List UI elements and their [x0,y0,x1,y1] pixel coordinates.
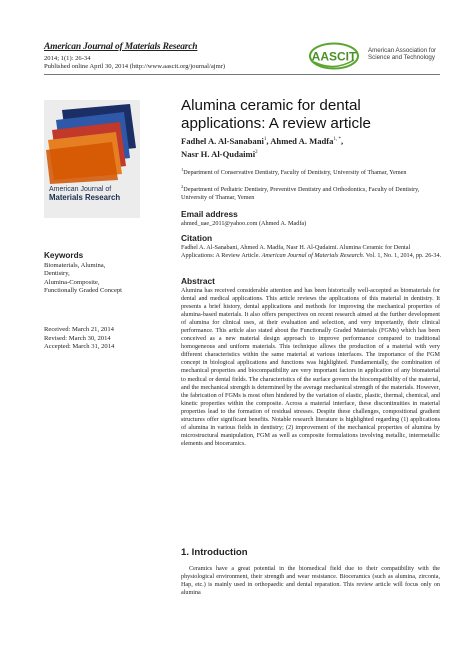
abstract-body: Alumina has received considerable attention and has been historically well-accepted as biomaterials for dental and medical applications. This article reviews the applications of this material in dentistry. It presents a brief history, dental applications and methods for improving the mechanical properties of alumina-based materials. It also offers perspectives on recent research aimed at the further development of alumina for clinical uses, at their evaluation and selection, and very importantly, their clinical performance. This article also stated about the Functionally Graded Materials (FGMs) which has been conceived as a new material design approach to improve performance compared to traditional homogeneous and uniform materials. This technique allows the production of a material with very different characteristics within the same material at various interfaces. The importance of the FGM concept in biological applications and functions was highlighted. Fundamentally, the combination of mechanical properties and biocompatibility are very important factors in application of any biomaterial to medical or dental fields. The characteristics of the surface govern the biocompatibility of the material, and the mechanical strength is determined by the average mechanical strength of the materials. However, the fabrication of FGMs is most often hindered by the variation of elastic, plastic, thermal, chemical, and kinetic properties within the composite. Across a material interface, these discontinuities in material properties lead to the formation of residual stresses. Despite these challenges, compositional gradient structures offer significant benefits. Notable research literature is highlighted regarding (1) applications of alumina in various fields in dentistry; (2) improvement of the mechanical properties of alumina by microstructural manipulation, FGM as well as composite formulations involving metallic, intermetallic elements and bioceramics. [181,288,440,447]
affiliation-1: $^1$Department of Conservative Dentistry, Faculty of Dentistry, University of Thamar, Yemen [181,167,407,177]
author-name: Nasr H. Al-Qudaimi [181,148,256,159]
volume-line: 2014; 1(1): 26-34 [44,55,91,62]
author-name: Ahmed A. Madfa [270,135,334,146]
keyword-item: Alumina-Composite, [44,278,100,286]
journal-name: American Journal of Materials Research [44,42,198,52]
introduction-heading: 1. Introduction [181,547,248,558]
citation-heading: Citation [181,233,213,243]
keywords-heading: Keywords [44,251,84,260]
revised-date: Revised: March 30, 2014 [44,334,111,342]
email-address[interactable]: ahmed_uae_2011@yahoo.com (Ahmed A. Madfa) [181,220,307,227]
article-dates [44,326,114,352]
header-rule [44,74,440,75]
email-heading: Email address [181,209,238,219]
affiliation-2: $^2$Department of Pediatric Dentistry, Preventive Dentistry and Orthodontics, Faculty of Dentistry, University of Thamar, Yemen [181,184,420,202]
received-date: Received: March 21, 2014 [44,326,114,333]
cover-title: American Journal of Materials Research [49,186,121,202]
keyword-item: Dentistry, [44,270,70,278]
published-line: Published online April 30, 2014 (http://www.aascit.org/journal/ajmr) [44,63,226,70]
article-title: Alumina ceramic for dental applications: A review article [181,97,371,132]
keyword-item: Functionally Graded Concept [44,286,123,294]
citation-text: Fadhel A. Al-Sanabani, Ahmed A. Madfa, Nasr H. Al-Qudaimi. Alumina Ceramic for Dental Applications: A Review Article. American Journal of Materials Research. Vol. 1, No. 1, 2014, pp. 26-34. [181,244,442,259]
keyword-item: Biomaterials, Alumina, [44,262,106,269]
logo-org-name: American Association for Science and Technology [368,47,437,62]
author-list: Fadhel A. Al-Sanabani$^1$, Ahmed A. Madfa$^{1, *}$, Nasr H. Al-Qudaimi$^2$ [181,135,344,159]
journal-cover [44,100,140,218]
logo-mark: AASCIT [311,49,357,64]
author-name: Fadhel A. Al-Sanabani [181,135,264,146]
introduction-body: Ceramics have a great potential in the biomedical field due to their compatibility with the physiological environment, their strength and wear resistance. Bioceramics (such as alumina, zirconia, Hap, etc.) is mainly used in orthopaedic and dental reparation. This review article will focus only on alumina [181,566,440,597]
accepted-date: Accepted: March 31, 2014 [44,343,115,351]
abstract-heading: Abstract [181,276,215,286]
keywords-list [44,262,122,295]
